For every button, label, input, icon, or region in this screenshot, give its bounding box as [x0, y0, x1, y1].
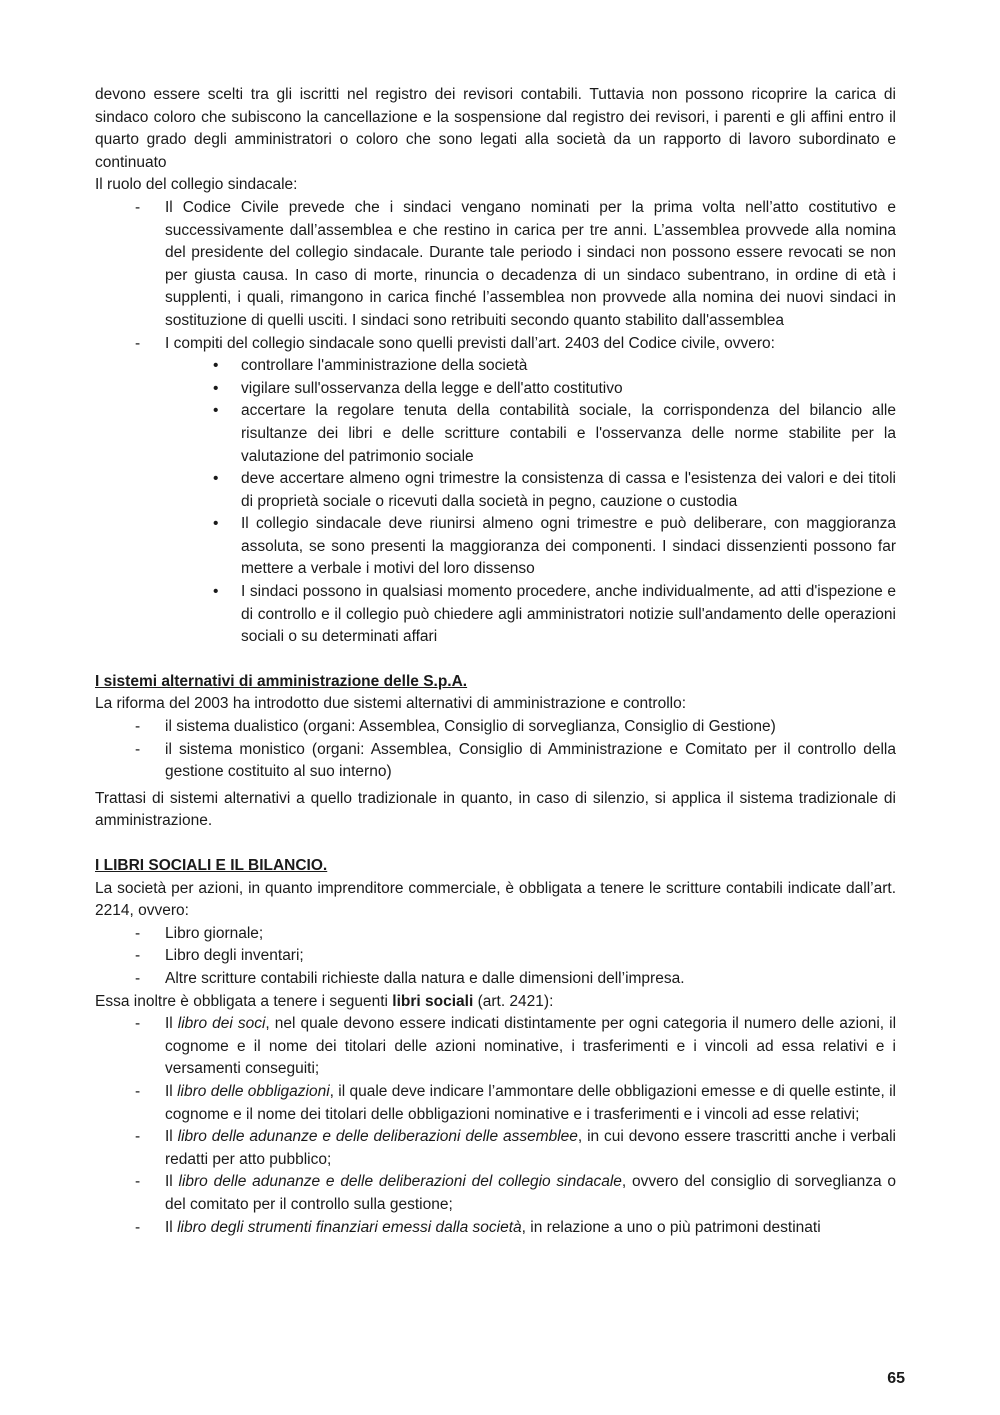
ruolo-list: [95, 197, 896, 649]
sociali-item-text: , in relazione a uno o più patrimoni destinati: [521, 1218, 821, 1236]
sociali-item-pre: Il: [165, 1173, 179, 1191]
sociali-item-text: , ovvero del consiglio di sorveglianza o del comitato per il controllo sulla gestione;: [165, 1173, 896, 1213]
sociali-intro-tail: (art. 2421):: [473, 992, 554, 1010]
sistemi-item: - il sistema monistico (organi: Assemblea, Consiglio di Amministrazione e Comitato per il controllo della gestione costituito al suo interno): [95, 739, 896, 784]
libri-heading: I LIBRI SOCIALI E IL BILANCIO.: [95, 857, 328, 874]
intro-paragraph: devono essere scelti tra gli iscritti nel registro dei revisori contabili. Tuttavia non possono ricoprire la carica di sindaco coloro che subiscono la cancellazione e la sospensione dal registro dei revisori, i parenti e gli affini entro il quarto grado degli amministratori o coloro che sono legati alla società da un rapporto di lavoro subordinato e continuato: [95, 86, 896, 171]
sociali-intro-text: Essa inoltre è obbligata a tenere i seguenti: [95, 992, 393, 1010]
sistemi-item: - il sistema dualistico (organi: Assemblea, Consiglio di sorveglianza, Consiglio di Gestione): [95, 716, 896, 739]
compiti-list: [241, 355, 896, 649]
ruolo-item-compiti: [95, 333, 896, 649]
sociali-item-pre: Il: [165, 1128, 178, 1146]
ruolo-item-compiti-text: I compiti del collegio sindacale sono quelli previsti dall’art. 2403 del Codice civile, ovvero:: [165, 334, 775, 352]
sociali-item-title: libro degli strumenti finanziari emessi dalla società: [177, 1218, 522, 1236]
compiti-item: • accertare la regolare tenuta della contabilità sociale, la corrispondenza del bilancio alle risultanze dei libri e delle scritture contabili e l'osservanza delle norme stabilite per la valutazione del patrimonio sociale: [241, 400, 896, 468]
sociali-item: [95, 1126, 896, 1171]
scritture-item: - Libro giornale;: [95, 923, 896, 946]
libri-intro: La società per azioni, in quanto imprenditore commerciale, è obbligata a tenere le scritture contabili indicate dall’art. 2214, ovvero:: [95, 879, 896, 920]
document-page: [95, 84, 896, 1239]
sistemi-list: [95, 716, 896, 784]
sociali-item-pre: Il: [165, 1015, 178, 1033]
sociali-item-text: , in cui devono essere trascritti anche i verbali redatti per atto pubblico;: [165, 1128, 896, 1168]
scritture-list: [95, 923, 896, 991]
sociali-item-text: , nel quale devono essere indicati distintamente per ogni categoria il numero delle azioni, il cognome e il nome dei titolari delle azioni nominative, i trasferimenti e i vincoli ad essa relativi e i versamenti conseguiti;: [165, 1015, 897, 1078]
compiti-item: • Il collegio sindacale deve riunirsi almeno ogni trimestre e può deliberare, con maggioranza assoluta, se sono presenti la maggioranza dei componenti. I sindaci dissenzienti possono far mettere a verbale i motivi del loro dissenso: [241, 513, 896, 581]
sociali-item: [95, 1217, 896, 1240]
sociali-item-title: libro delle adunanze e delle deliberazioni delle assemblee: [177, 1128, 578, 1146]
compiti-item: • I sindaci possono in qualsiasi momento procedere, anche individualmente, ad atti d'ispezione e di controllo e il collegio può chiedere agli amministratori notizie sull'andamento delle operazioni sociali o su determinati affari: [241, 581, 896, 649]
sociali-item-title: libro delle obbligazioni: [177, 1082, 330, 1100]
sociali-intro-bold: libri sociali: [392, 992, 474, 1010]
ruolo-item-nomina: - Il Codice Civile prevede che i sindaci vengano nominati per la prima volta nell’atto costitutivo e successivamente dall’assemblea e che restino in carica per tre anni. L’assemblea provvede alla nomina del presidente del collegio sindacale. Durante tale periodo i sindaci non possono essere revocati se non per giusta causa. In caso di morte, rinuncia o decadenza di un sindaco subentrano, in ordine di età i supplenti, i quali, rimangono in carica finché l’assemblea non provvede alla nomina dei nuovi sindaci in sostituzione di quelli usciti. I sindaci sono retribuiti secondo quanto stabilito dall'assemblea: [95, 197, 896, 333]
scritture-item: - Altre scritture contabili richieste dalla natura e dalle dimensioni dell’impresa.: [95, 968, 896, 991]
compiti-item: • deve accertare almeno ogni trimestre la consistenza di cassa e l'esistenza dei valori e dei titoli di proprietà sociale o ricevuti dalla società in pegno, cauzione o custodia: [241, 468, 896, 513]
page-number: 65: [887, 1370, 905, 1387]
sociali-item-title: libro delle adunanze e delle deliberazioni del collegio sindacale: [178, 1173, 622, 1191]
sistemi-heading: I sistemi alternativi di amministrazione delle S.p.A.: [95, 672, 468, 690]
sociali-item: [95, 1171, 896, 1216]
sociali-item-text: , il quale deve indicare l’ammontare delle obbligazioni emesse e di quelle estinte, il cognome e il nome dei titolari delle obbligazioni nominative e i trasferimenti e i vincoli ad esse relativi;: [165, 1082, 896, 1123]
sociali-item-title: libro dei soci: [177, 1015, 266, 1033]
compiti-item: • controllare l'amministrazione della società: [241, 355, 896, 378]
sociali-intro: [95, 991, 896, 1014]
compiti-item: • vigilare sull'osservanza della legge e dell'atto costitutivo: [241, 378, 896, 401]
sistemi-closing: Trattasi di sistemi alternativi a quello tradizionale in quanto, in caso di silenzio, si applica il sistema tradizionale di amministrazione.: [95, 789, 896, 830]
scritture-item: - Libro degli inventari;: [95, 945, 896, 968]
ruolo-intro: Il ruolo del collegio sindacale:: [95, 176, 298, 194]
sociali-item-pre: Il: [165, 1218, 178, 1236]
sociali-item: [95, 1081, 896, 1126]
sociali-list: [95, 1013, 896, 1239]
sistemi-intro: La riforma del 2003 ha introdotto due sistemi alternativi di amministrazione e controllo:: [95, 695, 687, 713]
sociali-item: [95, 1013, 896, 1081]
sociali-item-pre: Il: [165, 1082, 178, 1100]
